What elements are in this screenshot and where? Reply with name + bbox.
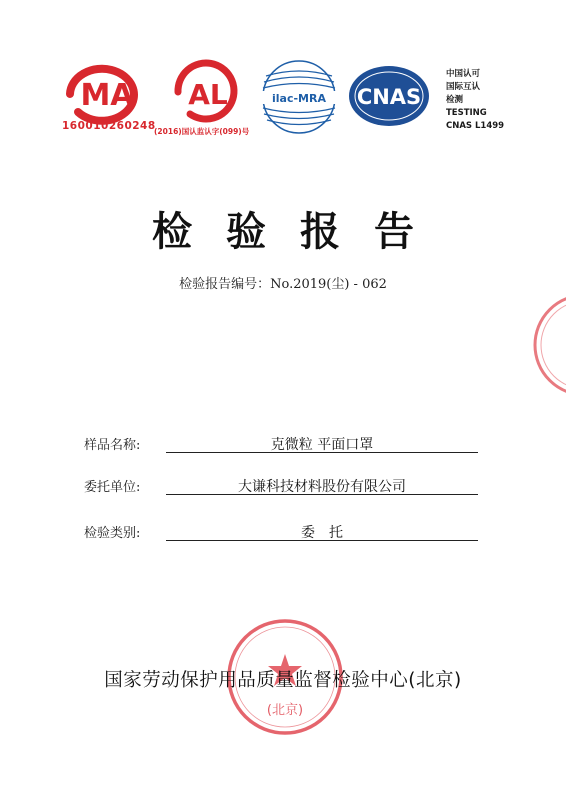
cal-logo-text: AL bbox=[188, 78, 228, 111]
cma-logo-icon bbox=[62, 58, 148, 128]
cnas-accreditation-text bbox=[446, 68, 504, 133]
cal-logo-icon bbox=[166, 58, 244, 128]
cnas-line-1: 中国认可 bbox=[446, 69, 481, 79]
cma-logo-text: MA bbox=[80, 78, 134, 113]
field-underline bbox=[166, 452, 478, 453]
field-underline bbox=[166, 494, 478, 495]
cal-caption: (2016)国认监认字(099)号 bbox=[154, 127, 250, 136]
edge-seal-fragment-icon bbox=[530, 290, 566, 400]
report-number: 检验报告编号：No.2019(尘) - 062 bbox=[179, 277, 387, 292]
field-value: 委 托 bbox=[301, 525, 343, 541]
field-value: 克微粒 平面口罩 bbox=[270, 437, 374, 453]
cnas-line-3: 检测 bbox=[446, 95, 464, 105]
field-label: 委托单位: bbox=[84, 480, 141, 495]
cma-number: 160010260248 bbox=[62, 120, 156, 132]
cnas-logo-text: CNAS bbox=[356, 85, 422, 109]
issuing-organization: 国家劳动保护用品质量监督检验中心(北京) bbox=[104, 670, 462, 691]
cnas-line-2: 国际互认 bbox=[446, 82, 481, 92]
cnas-logo-icon bbox=[346, 64, 432, 128]
cnas-line-5: CNAS L1499 bbox=[446, 121, 505, 131]
field-underline bbox=[166, 540, 478, 541]
cnas-line-4: TESTING bbox=[446, 108, 487, 118]
page-title: 检验报告 bbox=[152, 208, 448, 255]
field-sample-name bbox=[84, 434, 484, 458]
field-client bbox=[84, 476, 484, 500]
field-inspection-type bbox=[84, 522, 484, 546]
field-value: 大谦科技材料股份有限公司 bbox=[238, 479, 406, 495]
field-label: 检验类别: bbox=[84, 526, 141, 541]
accreditation-logos bbox=[62, 58, 542, 148]
ilac-logo-text: ilac-MRA bbox=[272, 92, 326, 105]
field-label: 样品名称: bbox=[84, 438, 141, 453]
seal-text: (北京) bbox=[266, 703, 304, 718]
ilac-mra-logo-icon bbox=[260, 58, 338, 136]
